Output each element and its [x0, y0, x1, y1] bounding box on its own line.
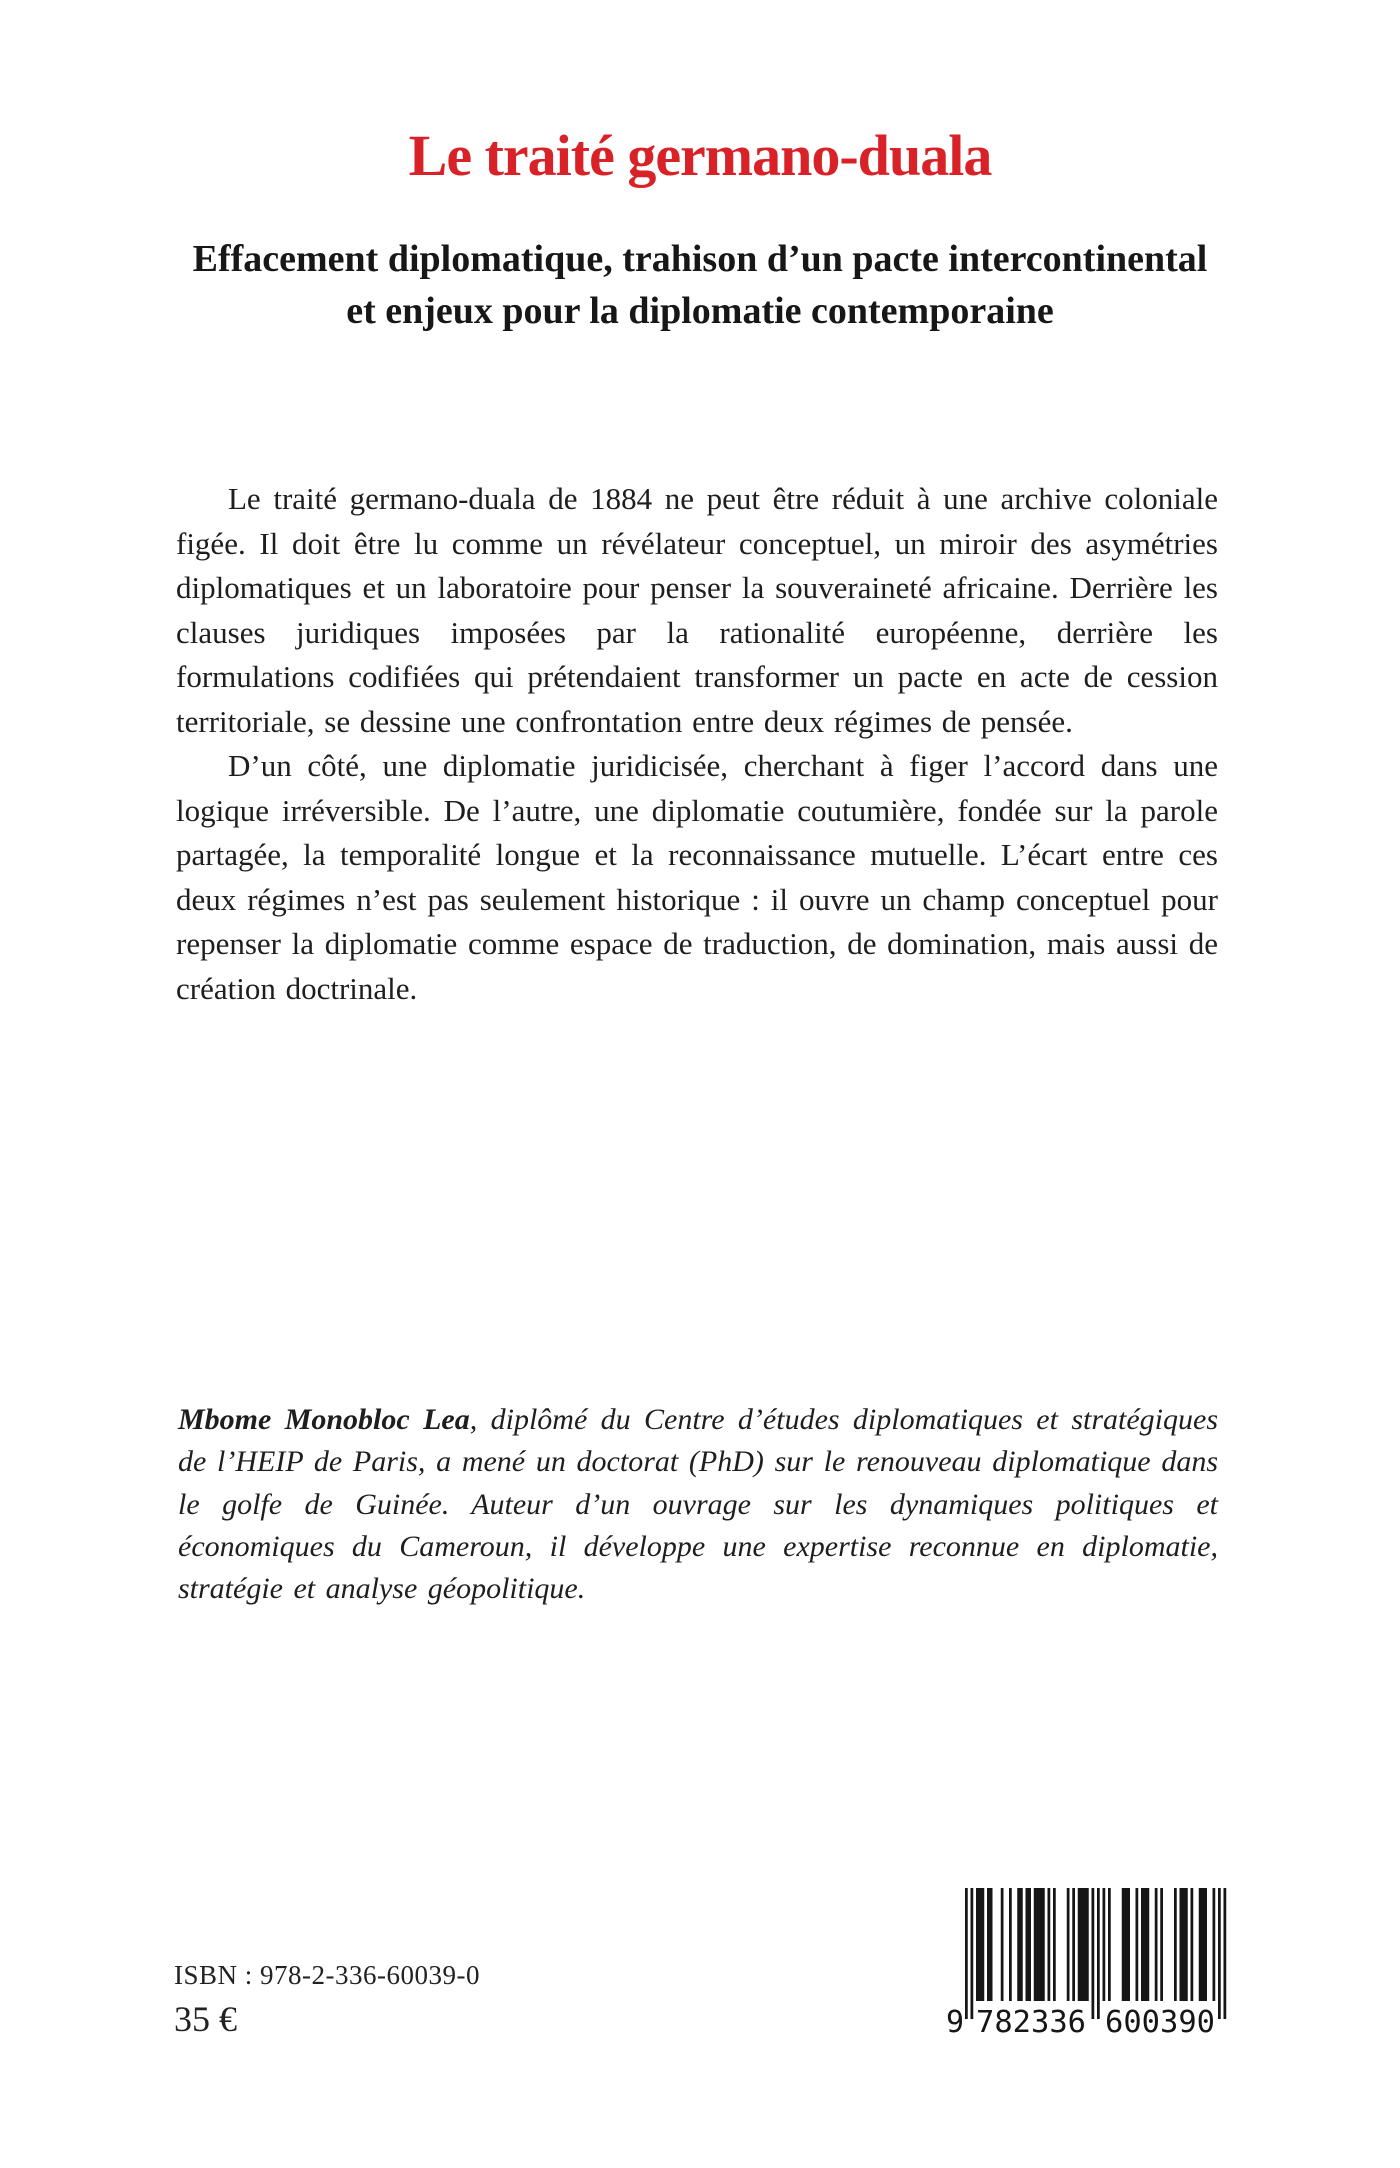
synopsis-paragraph-2: D’un côté, une diplomatie juridicisée, cherchant à figer l’accord dans une logique irréversible. De l’autre, une diplomatie coutumière, fondée sur la parole partagée, la temporalité longue et la reconnaissance mutuelle. L’écart entre ces deux régimes n’est pas seulement historique : il ouvre un champ conceptuel pour repenser la diplomatie comme espace de traduction, de domination, mais aussi de création doctrinale.: [176, 748, 1218, 1006]
subtitle-line-2: et enjeux pour la diplomatie contemporaine: [346, 290, 1054, 332]
barcode-bars: [965, 1888, 1226, 2019]
book-title: Le traité germano-duala: [408, 123, 992, 188]
synopsis-paragraph-1: Le traité germano-duala de 1884 ne peut être réduit à une archive coloniale figée. Il doit être lu comme un révélateur conceptuel, un miroir des asymétries diplomatiques et un laboratoire pour penser la souveraineté africaine. Derrière les clauses juridiques imposées par la rationalité européenne, derrière les formulations codifiées qui prétendaient transformer un pacte en acte de cession territoriale, se dessine une confrontation entre deux régimes de pensée.: [176, 481, 1218, 739]
subtitle-line-1: Effacement diplomatique, trahison d’un pacte intercontinental: [192, 238, 1208, 280]
synopsis-block: [176, 477, 1218, 1011]
author-bio-text: , diplômé du Centre d’études diplomatiques et stratégiques de l’HEIP de Paris, a mené un doctorat (PhD) sur le renouveau diplomatique dans le golfe de Guinée. Auteur d’un ouvrage sur les dynamiques politiques et économiques du Cameroun, il développe une expertise reconnue en diplomatie, stratégie et analyse géopolitique.: [178, 1403, 1218, 1606]
isbn-text: ISBN : 978-2-336-60039-0: [174, 1960, 480, 1990]
author-name: Mbome Monobloc Lea: [178, 1403, 470, 1436]
barcode-digits-right: 600390: [1105, 2005, 1215, 2040]
barcode-digit-first: 9: [945, 2005, 965, 2040]
author-bio: [178, 1399, 1218, 1610]
barcode-digits-left: 782336: [976, 2005, 1086, 2040]
price-text: 35 €: [174, 1999, 237, 2039]
book-subtitle: [0, 233, 1400, 337]
ean13-barcode: [938, 1884, 1230, 2040]
